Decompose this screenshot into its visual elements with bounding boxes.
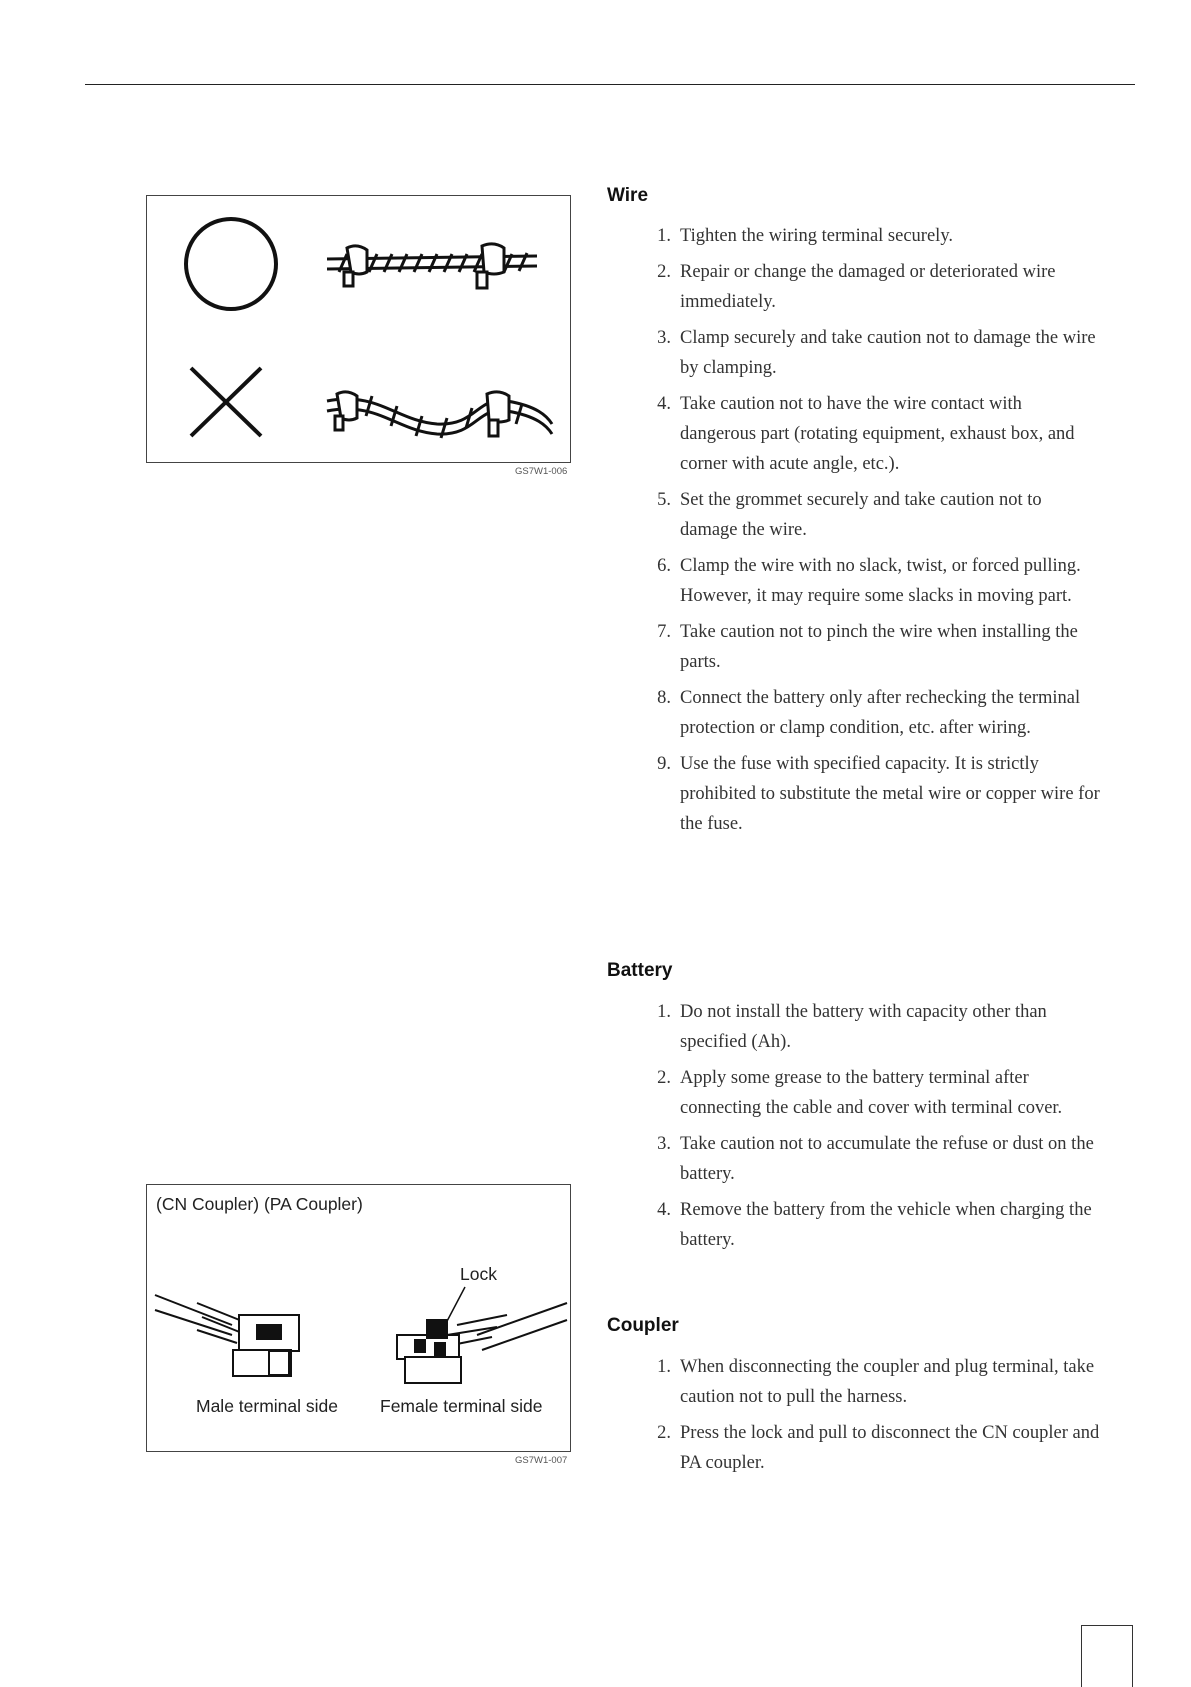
incorrect-wire-illustration	[327, 392, 552, 438]
list-item: 9. Use the fuse with specified capacity. It is strictly prohibited to substitute the metal wire or copper wire for the fuse.	[657, 754, 1100, 834]
male-terminal-label: Male terminal side	[196, 1396, 338, 1416]
correct-wire-illustration	[327, 244, 537, 288]
female-terminal-label: Female terminal side	[380, 1396, 543, 1416]
coupler-steps	[640, 1352, 1100, 1484]
battery-heading: Battery	[607, 960, 673, 981]
wire-heading: Wire	[607, 185, 649, 206]
wire-steps	[640, 221, 1100, 845]
coupler-figure-caption: (CN Coupler) (PA Coupler)	[156, 1194, 363, 1214]
female-coupler-illustration	[397, 1287, 567, 1383]
list-item: 2. Press the lock and pull to disconnect the CN coupler and PA coupler.	[657, 1423, 1100, 1473]
list-item: 6. Clamp the wire with no slack, twist, or forced pulling. However, it may require some slacks in moving part.	[657, 556, 1081, 606]
coupler-heading: Coupler	[607, 1315, 679, 1336]
list-item: 8. Connect the battery only after rechecking the terminal protection or clamp condition, etc. after wiring.	[657, 688, 1081, 738]
list-item: 2. Apply some grease to the battery terminal after connecting the cable and cover with terminal cover.	[657, 1068, 1063, 1118]
list-item: 1. Do not install the battery with capacity other than specified (Ah).	[657, 1002, 1047, 1052]
list-item: 1. Tighten the wiring terminal securely.	[657, 226, 953, 246]
list-item: 4. Take caution not to have the wire contact with dangerous part (rotating equipment, exhaust box, and corner with acute angle, etc.).	[657, 394, 1075, 474]
page-number-box	[1081, 1625, 1133, 1687]
list-item: 7. Take caution not to pinch the wire when installing the parts.	[657, 622, 1078, 672]
battery-steps	[640, 997, 1100, 1261]
list-item: 4. Remove the battery from the vehicle when charging the battery.	[657, 1200, 1092, 1250]
list-item: 3. Clamp securely and take caution not to damage the wire by clamping.	[657, 328, 1096, 378]
male-coupler-illustration	[155, 1295, 299, 1376]
lock-label: Lock	[460, 1264, 497, 1284]
header-rule	[85, 84, 1135, 85]
coupler-figure-code: GS7W1-007	[515, 1455, 568, 1466]
correct-circle-icon	[186, 219, 276, 309]
wire-figure	[146, 195, 571, 463]
wire-figure-code: GS7W1-006	[515, 466, 568, 477]
list-item: 2. Repair or change the damaged or deteriorated wire immediately.	[657, 262, 1056, 312]
list-item: 3. Take caution not to accumulate the refuse or dust on the battery.	[657, 1134, 1094, 1184]
list-item: 5. Set the grommet securely and take caution not to damage the wire.	[657, 490, 1042, 540]
list-item: 1. When disconnecting the coupler and plug terminal, take caution not to pull the harness.	[657, 1357, 1095, 1407]
incorrect-x-icon	[191, 368, 261, 436]
